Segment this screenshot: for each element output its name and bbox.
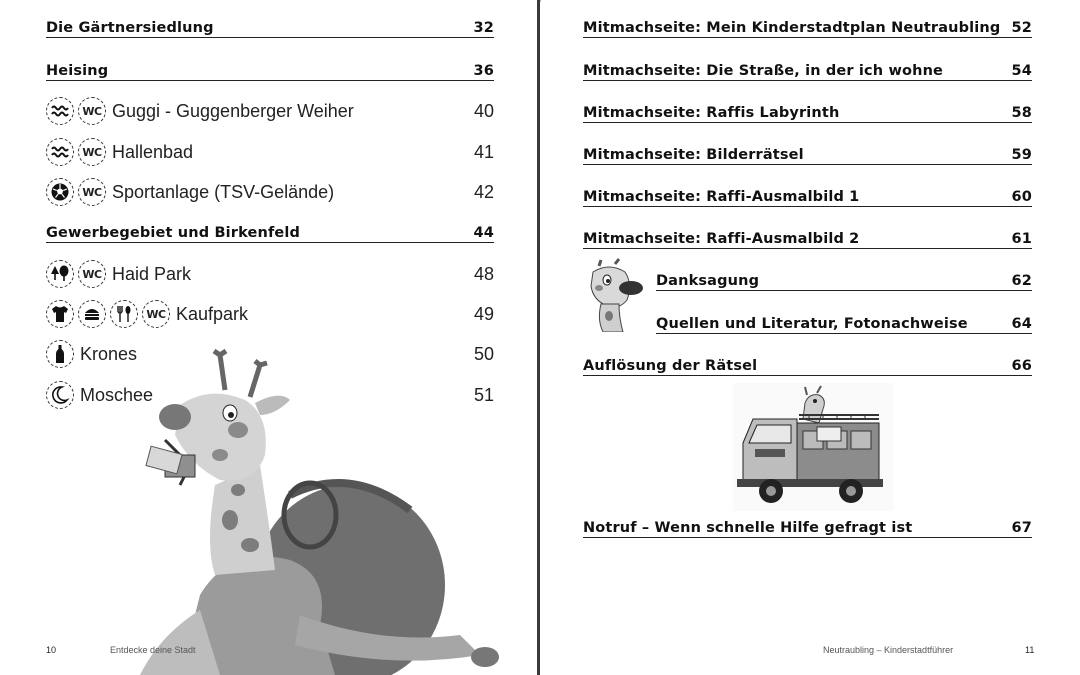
section-title: Mitmachseite: Raffi-Ausmalbild 2 xyxy=(583,231,860,247)
wc-icon: WC xyxy=(78,97,106,125)
toc-section-gaertnersiedlung[interactable] xyxy=(46,17,494,38)
fire-truck-illustration xyxy=(733,383,893,511)
toc-section-aufloesung[interactable] xyxy=(583,355,1032,376)
toc-entry-haid-park[interactable] xyxy=(46,259,494,289)
section-page: 54 xyxy=(1011,63,1032,79)
waves-icon xyxy=(46,97,74,125)
section-page: 60 xyxy=(1011,189,1032,205)
entry-page: 40 xyxy=(473,100,494,121)
section-title: Mitmachseite: Raffi-Ausmalbild 1 xyxy=(583,189,860,205)
section-page: 52 xyxy=(1011,20,1032,36)
left-page xyxy=(0,0,538,675)
toc-section-bilderraetsel[interactable] xyxy=(583,144,1032,165)
entry-label: Haid Park xyxy=(112,263,192,284)
entry-page: 48 xyxy=(473,263,494,284)
section-page: 59 xyxy=(1011,147,1032,163)
toc-entry-sportanlage[interactable] xyxy=(46,177,494,207)
section-page: 32 xyxy=(473,20,494,36)
section-page: 66 xyxy=(1011,358,1032,374)
wc-icon: WC xyxy=(142,300,170,328)
toc-entry-kaufpark[interactable] xyxy=(46,299,494,329)
waves-icon xyxy=(46,138,74,166)
toc-section-kinderstadtplan[interactable] xyxy=(583,17,1032,38)
section-page: 36 xyxy=(473,63,494,79)
bottle-icon xyxy=(46,340,74,368)
section-page: 62 xyxy=(1011,273,1032,289)
section-page: 67 xyxy=(1011,520,1032,536)
toc-section-ausmalbild-1[interactable] xyxy=(583,186,1032,207)
footer-page-number: 11 xyxy=(1025,645,1035,655)
toc-section-danksagung[interactable] xyxy=(656,270,1032,291)
giraffe-head-illustration xyxy=(579,258,651,332)
entry-label: Krones xyxy=(80,343,138,364)
section-title: Heising xyxy=(46,63,109,79)
section-title: Mitmachseite: Mein Kinderstadtplan Neutraubling xyxy=(583,20,1001,36)
entry-label: Kaufpark xyxy=(176,303,249,324)
section-title: Mitmachseite: Raffis Labyrinth xyxy=(583,105,840,121)
right-page xyxy=(541,0,1080,675)
giraffe-illustration xyxy=(120,345,510,675)
soccer-ball-icon xyxy=(46,178,74,206)
toc-section-notruf[interactable] xyxy=(583,517,1032,538)
entry-page: 41 xyxy=(473,141,494,162)
entry-page: 51 xyxy=(473,384,494,405)
section-title: Gewerbegebiet und Birkenfeld xyxy=(46,225,301,241)
section-title: Notruf – Wenn schnelle Hilfe gefragt ist xyxy=(583,520,913,536)
trees-icon xyxy=(46,260,74,288)
section-title: Danksagung xyxy=(656,273,760,289)
wc-icon: WC xyxy=(78,138,106,166)
section-title: Mitmachseite: Die Straße, in der ich wohne xyxy=(583,63,944,79)
toc-section-gewerbegebiet[interactable] xyxy=(46,222,494,243)
section-page: 61 xyxy=(1011,231,1032,247)
toc-section-strasse[interactable] xyxy=(583,60,1032,81)
section-title: Auflösung der Rätsel xyxy=(583,358,758,374)
toc-section-ausmalbild-2[interactable] xyxy=(583,228,1032,249)
crescent-icon xyxy=(46,381,74,409)
footer-text: Entdecke deine Stadt xyxy=(110,645,196,655)
toc-entry-guggi[interactable] xyxy=(46,96,494,126)
entry-label: Guggi - Guggenberger Weiher xyxy=(112,100,354,121)
section-title: Mitmachseite: Bilderrätsel xyxy=(583,147,804,163)
toc-entry-hallenbad[interactable] xyxy=(46,137,494,167)
entry-label: Moschee xyxy=(80,384,154,405)
footer-page-number: 10 xyxy=(46,645,57,655)
section-page: 58 xyxy=(1011,105,1032,121)
shirt-icon xyxy=(46,300,74,328)
section-title: Quellen und Literatur, Fotonachweise xyxy=(656,316,968,332)
entry-page: 50 xyxy=(473,343,494,364)
burger-icon xyxy=(78,300,106,328)
section-page: 44 xyxy=(473,225,494,241)
wc-icon: WC xyxy=(78,178,106,206)
cutlery-icon xyxy=(110,300,138,328)
entry-page: 42 xyxy=(473,181,494,202)
toc-section-quellen[interactable] xyxy=(656,313,1032,334)
section-page: 64 xyxy=(1011,316,1032,332)
toc-section-heising[interactable] xyxy=(46,60,494,81)
entry-page: 49 xyxy=(473,303,494,324)
book-spine xyxy=(537,0,540,675)
toc-section-labyrinth[interactable] xyxy=(583,102,1032,123)
section-title: Die Gärtnersiedlung xyxy=(46,20,214,36)
wc-icon: WC xyxy=(78,260,106,288)
footer-text: Neutraubling – Kinderstadtführer xyxy=(823,645,954,655)
entry-label: Hallenbad xyxy=(112,141,194,162)
entry-label: Sportanlage (TSV-Gelände) xyxy=(112,181,335,202)
